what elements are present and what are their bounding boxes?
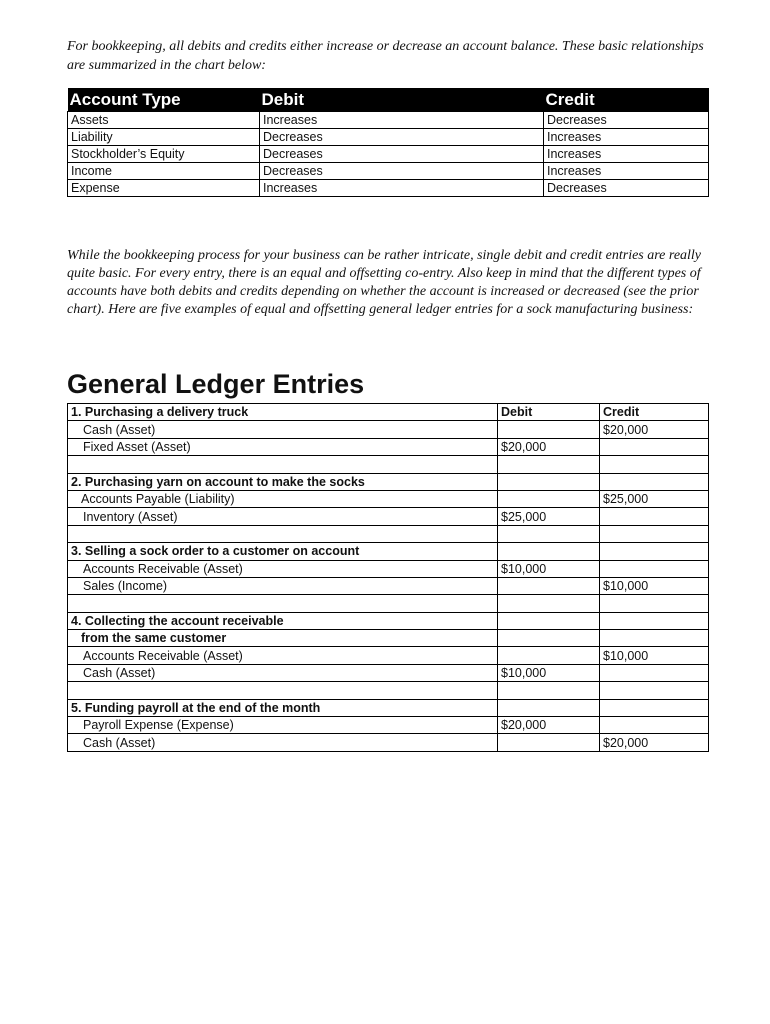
credit-amount — [600, 717, 709, 734]
account-name: Accounts Payable (Liability) — [68, 490, 498, 507]
account-type-table — [67, 88, 709, 197]
spacer-row — [68, 525, 709, 542]
account-name: Cash (Asset) — [68, 734, 498, 751]
credit-cell: Decreases — [544, 180, 709, 197]
debit-amount: $10,000 — [498, 560, 600, 577]
account-type-cell: Stockholder’s Equity — [68, 146, 260, 163]
table-row — [68, 112, 709, 129]
credit-header: Credit — [600, 404, 709, 421]
credit-cell: Increases — [544, 129, 709, 146]
account-type-cell: Expense — [68, 180, 260, 197]
ledger-line-row — [68, 734, 709, 751]
debit-amount — [498, 734, 600, 751]
spacer-row — [68, 682, 709, 699]
table-row — [68, 180, 709, 197]
header-account-type: Account Type — [68, 88, 260, 112]
credit-cell: Decreases — [544, 112, 709, 129]
debit-amount: $25,000 — [498, 508, 600, 525]
credit-amount — [600, 508, 709, 525]
debit-amount — [498, 421, 600, 438]
spacer-row — [68, 456, 709, 473]
table-row — [68, 163, 709, 180]
ledger-line-row — [68, 438, 709, 455]
debit-cell: Decreases — [260, 129, 544, 146]
ledger-line-row — [68, 664, 709, 681]
ledger-entry-title-row — [68, 404, 709, 421]
ledger-line-row — [68, 560, 709, 577]
ledger-entry-title-row — [68, 473, 709, 490]
credit-amount: $20,000 — [600, 421, 709, 438]
intro-text: For bookkeeping, all debits and credits either increase or decrease an account balance. These basic relationships are summarized in the chart below: — [67, 39, 704, 73]
credit-amount: $25,000 — [600, 490, 709, 507]
ledger-line-row — [68, 490, 709, 507]
debit-cell: Increases — [260, 180, 544, 197]
debit-amount: $20,000 — [498, 438, 600, 455]
debit-header: Debit — [498, 404, 600, 421]
debit-cell: Decreases — [260, 163, 544, 180]
ledger-line-row — [68, 717, 709, 734]
credit-amount — [600, 560, 709, 577]
account-type-cell: Assets — [68, 112, 260, 129]
account-type-cell: Income — [68, 163, 260, 180]
account-name: Accounts Receivable (Asset) — [68, 647, 498, 664]
header-credit: Credit — [544, 88, 709, 112]
ledger-line-row — [68, 577, 709, 594]
ledger-line-row — [68, 508, 709, 525]
debit-amount — [498, 490, 600, 507]
credit-amount: $10,000 — [600, 577, 709, 594]
credit-amount: $20,000 — [600, 734, 709, 751]
debit-cell: Increases — [260, 112, 544, 129]
entry-title: 4. Collecting the account receivable — [68, 612, 498, 629]
entry-title: 1. Purchasing a delivery truck — [68, 404, 498, 421]
account-type-cell: Liability — [68, 129, 260, 146]
spacer-row — [68, 595, 709, 612]
ledger-entry-title-row — [68, 612, 709, 629]
account-type-header-row — [68, 88, 709, 112]
debit-amount — [498, 647, 600, 664]
account-name: Accounts Receivable (Asset) — [68, 560, 498, 577]
account-name: Cash (Asset) — [68, 664, 498, 681]
ledger-line-row — [68, 421, 709, 438]
credit-amount — [600, 664, 709, 681]
table-row — [68, 146, 709, 163]
entry-title-continued: from the same customer — [68, 630, 498, 647]
ledger-line-row — [68, 647, 709, 664]
explanation-paragraph: While the bookkeeping process for your business can be rather intricate, single debit and credit entries are really quite basic. For every entry, there is an equal and offsetting co-entry. Also keep in mind that the different types of accounts have both debits and credits depending on whether the account is increased or decreased (see the prior chart). Here are five examples of equal and offsetting general ledger entries for a sock manufacturing business: — [67, 248, 702, 317]
credit-amount — [600, 438, 709, 455]
ledger-entry-title-row — [68, 699, 709, 716]
debit-amount: $10,000 — [498, 664, 600, 681]
debit-amount — [498, 577, 600, 594]
entry-title: 2. Purchasing yarn on account to make the socks — [68, 473, 498, 490]
account-name: Inventory (Asset) — [68, 508, 498, 525]
account-name: Payroll Expense (Expense) — [68, 717, 498, 734]
entry-title: 5. Funding payroll at the end of the month — [68, 699, 498, 716]
table-row — [68, 129, 709, 146]
general-ledger-table — [67, 403, 709, 752]
account-name: Sales (Income) — [68, 577, 498, 594]
ledger-entry-title-row — [68, 543, 709, 560]
account-name: Fixed Asset (Asset) — [68, 438, 498, 455]
debit-amount: $20,000 — [498, 717, 600, 734]
ledger-entry-title-row — [68, 630, 709, 647]
account-name: Cash (Asset) — [68, 421, 498, 438]
debit-cell: Decreases — [260, 146, 544, 163]
credit-cell: Increases — [544, 163, 709, 180]
entry-title: 3. Selling a sock order to a customer on account — [68, 543, 498, 560]
credit-amount: $10,000 — [600, 647, 709, 664]
ledger-heading: General Ledger Entries — [67, 369, 365, 399]
credit-cell: Increases — [544, 146, 709, 163]
header-debit: Debit — [260, 88, 544, 112]
